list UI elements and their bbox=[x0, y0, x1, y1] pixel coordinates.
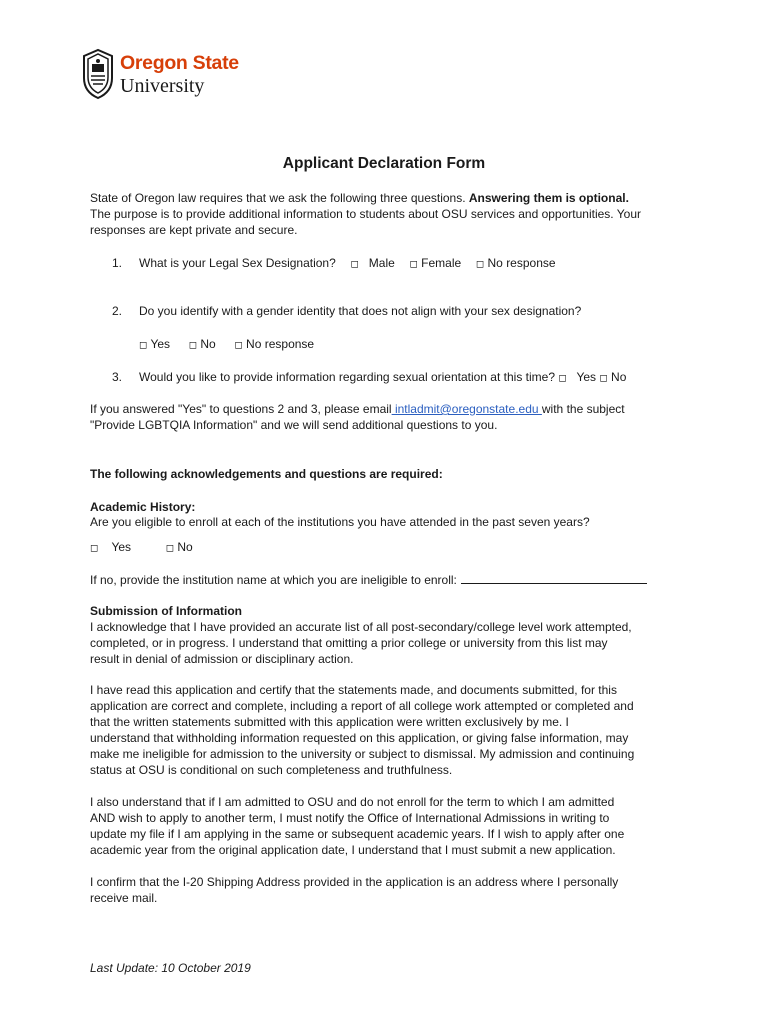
ineligible-institution-field[interactable] bbox=[461, 572, 647, 584]
q3-no-checkbox[interactable]: ◻ bbox=[599, 373, 608, 384]
page-title: Applicant Declaration Form bbox=[282, 155, 486, 172]
submission-p3-line-3: update my file if I am applying in the same or subsequent academic years. If I wish to apply after one bbox=[90, 827, 625, 841]
academic-history-options bbox=[90, 540, 193, 557]
submission-p2-line-3: that the written statements submitted with this application were written exclusively by me. I bbox=[90, 715, 569, 729]
last-update-footer: Last Update: 10 October 2019 bbox=[90, 961, 251, 975]
submission-p2-line-5: make me ineligible for admission to the university or subject to dismissal. My admission and continuing bbox=[90, 747, 635, 761]
q1-female-label: Female bbox=[421, 256, 462, 270]
ineligible-label: If no, provide the institution name at which you are ineligible to enroll: bbox=[90, 573, 457, 587]
q1-text: What is your Legal Sex Designation? bbox=[139, 256, 336, 270]
q1-no-response-label: No response bbox=[487, 256, 556, 270]
q2-number: 2. bbox=[112, 304, 123, 318]
email-note-line-2: "Provide LGBTQIA Information" and we will send additional questions to you. bbox=[90, 418, 498, 432]
submission-heading: Submission of Information bbox=[90, 604, 242, 618]
q1-male-label: Male bbox=[368, 256, 395, 270]
q3-no-label: No bbox=[611, 370, 627, 384]
email-link[interactable]: intladmit@oregonstate.edu bbox=[391, 402, 542, 416]
intro-line-3: responses are kept private and secure. bbox=[90, 223, 298, 237]
academic-no-checkbox[interactable]: ◻ bbox=[165, 543, 175, 554]
q1-female-checkbox[interactable]: ◻ bbox=[409, 259, 418, 270]
logo-wordmark-line1: Oregon State bbox=[120, 52, 239, 74]
intro-text: State of Oregon law requires that we ask the following three questions. bbox=[90, 191, 469, 205]
submission-p2-line-1: I have read this application and certify that the statements made, and documents submitted, for this bbox=[90, 683, 617, 697]
academic-yes-label: Yes bbox=[111, 540, 132, 554]
submission-p1-line-2: completed, or in progress. I understand that omitting a prior college or university from this list may bbox=[90, 636, 608, 650]
academic-history-heading: Academic History: bbox=[90, 500, 196, 514]
academic-history-question: Are you eligible to enroll at each of the institutions you have attended in the past seven years? bbox=[90, 515, 590, 529]
q3-row bbox=[139, 370, 626, 387]
osu-logo bbox=[80, 48, 250, 104]
academic-yes-checkbox[interactable]: ◻ bbox=[90, 543, 99, 554]
q1-male-checkbox[interactable]: ◻ bbox=[350, 259, 359, 270]
osu-seal-icon bbox=[80, 48, 116, 100]
intro-line-2: The purpose is to provide additional information to students about OSU services and opportunities. Your bbox=[90, 207, 641, 221]
q3-yes-checkbox[interactable]: ◻ bbox=[558, 373, 567, 384]
submission-p2-line-4: understand that withholding information requested on this application, or giving false information, may bbox=[90, 731, 629, 745]
q2-no-response-checkbox[interactable]: ◻ bbox=[234, 340, 243, 351]
academic-no-label: No bbox=[177, 540, 193, 554]
intro-line-1 bbox=[90, 191, 680, 207]
q1-row bbox=[139, 256, 556, 273]
q2-text: Do you identify with a gender identity that does not align with your sex designation? bbox=[139, 304, 582, 318]
q3-text: Would you like to provide information regarding sexual orientation at this time? bbox=[139, 370, 556, 384]
email-note-line-1 bbox=[90, 402, 680, 418]
q2-no-response-label: No response bbox=[246, 337, 315, 351]
q2-options bbox=[139, 337, 314, 354]
email-note-subject-text: with the subject bbox=[541, 402, 625, 416]
submission-p3-line-1: I also understand that if I am admitted to OSU and do not enroll for the term to which I am admitted bbox=[90, 795, 615, 809]
submission-p2-line-2: application are correct and complete, including a report of all college work attempted or completed and bbox=[90, 699, 634, 713]
q1-number: 1. bbox=[112, 256, 123, 270]
q3-yes-label: Yes bbox=[576, 370, 597, 384]
submission-p1-line-1: I acknowledge that I have provided an accurate list of all post-secondary/college level work attempted, bbox=[90, 620, 632, 634]
submission-p4-line-2: receive mail. bbox=[90, 891, 158, 905]
logo-wordmark-line2: University bbox=[120, 75, 205, 97]
submission-p1-line-3: result in denial of admission or disciplinary action. bbox=[90, 652, 354, 666]
q3-number: 3. bbox=[112, 370, 123, 384]
intro-optional-note: Answering them is optional. bbox=[468, 191, 629, 205]
submission-p3-line-4: academic year from the original application date, I understand that I must submit a new application. bbox=[90, 843, 616, 857]
q2-yes-label: Yes bbox=[150, 337, 171, 351]
q2-no-label: No bbox=[200, 337, 216, 351]
submission-p4-line-1: I confirm that the I-20 Shipping Address provided in the application is an address where I personally bbox=[90, 875, 619, 889]
email-note-text: If you answered "Yes" to questions 2 and 3, please email bbox=[90, 402, 392, 416]
q2-yes-checkbox[interactable]: ◻ bbox=[139, 340, 148, 351]
submission-p3-line-2: AND wish to apply to another term, I must notify the Office of International Admissions in writing to bbox=[90, 811, 610, 825]
q2-no-checkbox[interactable]: ◻ bbox=[188, 340, 198, 351]
required-heading: The following acknowledgements and questions are required: bbox=[90, 467, 443, 481]
submission-p2-line-6: status at OSU is conditional on such completeness and truthfulness. bbox=[90, 763, 453, 777]
q1-no-response-checkbox[interactable]: ◻ bbox=[475, 259, 485, 270]
ineligible-row bbox=[90, 572, 647, 589]
